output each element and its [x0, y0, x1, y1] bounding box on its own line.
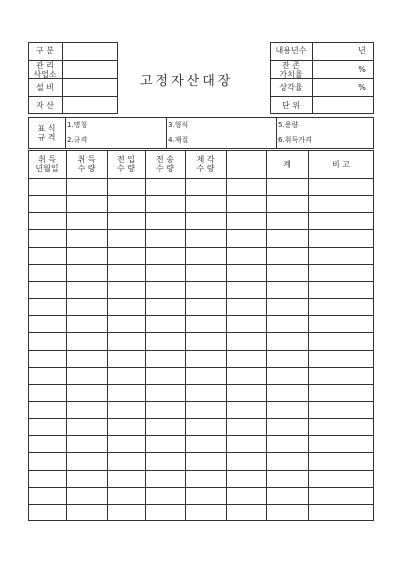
header-unit-depreciation-percent: %: [358, 83, 366, 92]
header-label-useful-life: 내용년수: [275, 46, 307, 55]
table-column-divider: [266, 150, 267, 521]
header-label-office: 관 리 사업소: [33, 61, 57, 79]
header-label-unit: 단 위: [282, 101, 300, 110]
table-row-divider: [28, 452, 374, 453]
table-row-divider: [28, 332, 374, 333]
table-row-divider: [28, 504, 374, 505]
table-column-divider: [107, 150, 108, 521]
header-unit-residual-percent: %: [358, 65, 366, 74]
table-column-divider: [308, 150, 309, 521]
header-label-category: 구 분: [36, 46, 54, 55]
header-label-depreciation-rate: 상각율: [279, 83, 303, 92]
column-header-remarks: 비 고: [332, 160, 350, 169]
table-row-divider: [28, 298, 374, 299]
header-label-asset: 자 산: [36, 101, 54, 110]
spec-item-type: 3.형식: [168, 121, 189, 129]
spec-item-acquisition-price: 6.취득가격: [278, 136, 312, 144]
table-row-divider: [28, 247, 374, 248]
spec-item-name: 1.명칭: [67, 121, 88, 129]
table-row-divider: [28, 367, 374, 368]
table-column-divider: [145, 150, 146, 521]
header-label-residual-rate: 잔 존 가치율: [279, 61, 303, 79]
table-column-divider: [226, 150, 227, 521]
table-row-divider: [28, 229, 374, 230]
table-row-divider: [28, 195, 374, 196]
page-title: 고정자산대장: [140, 74, 234, 89]
column-header-transfer-in-qty: 전 입 수 량: [117, 155, 135, 173]
table-row-divider: [28, 470, 374, 471]
table-row-divider: [28, 315, 374, 316]
column-header-disposal-qty: 제 각 수 량: [196, 155, 215, 173]
table-column-divider: [185, 150, 186, 521]
spec-item-standard: 2.규격: [67, 136, 88, 144]
table-column-divider: [66, 150, 67, 521]
table-row-divider: [28, 418, 374, 419]
column-header-transfer-out-qty: 전 송 수 량: [156, 155, 174, 173]
table-row-divider: [28, 350, 374, 351]
column-header-acquisition-date: 취 득 년월일: [35, 155, 59, 173]
table-row-divider: [28, 487, 374, 488]
spec-label: 표 식 규 격: [37, 124, 56, 142]
table-row-divider: [28, 281, 374, 282]
column-header-total: 계: [283, 160, 291, 169]
table-row-divider: [28, 401, 374, 402]
table-header-divider: [28, 178, 374, 179]
ledger-table: [28, 150, 374, 521]
header-unit-years: 년: [358, 46, 366, 55]
table-row-divider: [28, 384, 374, 385]
spec-item-material: 4.재질: [168, 136, 189, 144]
header-label-equipment: 설 비: [36, 83, 54, 92]
table-row-divider: [28, 264, 374, 265]
table-row-divider: [28, 212, 374, 213]
column-header-acquired-qty: 취 득 수 량: [77, 155, 96, 173]
table-row-divider: [28, 435, 374, 436]
spec-item-capacity: 5.용량: [278, 121, 299, 129]
